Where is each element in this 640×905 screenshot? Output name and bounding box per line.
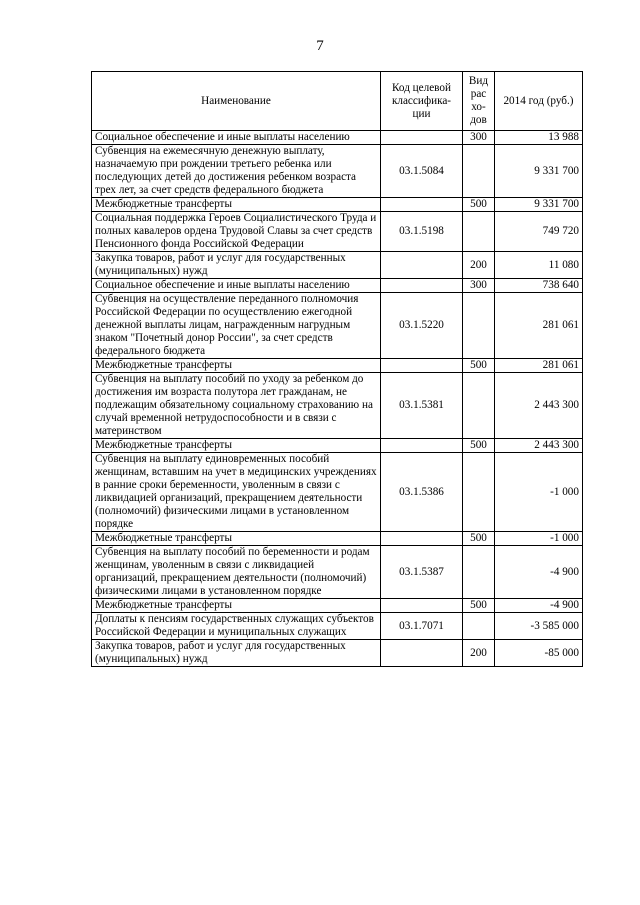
row-sum: 738 640 — [495, 279, 583, 293]
row-code: 03.1.5381 — [381, 373, 463, 439]
table-row — [92, 453, 583, 532]
row-vid — [463, 453, 495, 532]
row-name: Субвенция на осуществление переданного полномочия Российской Федерации по осуществлению ежегодной денежной выплаты лицам, награжденным нагрудным знаком "Почетный донор России", за счет средств федерального бюджета — [92, 293, 381, 359]
row-code — [381, 198, 463, 212]
table-row — [92, 599, 583, 613]
row-sum: -4 900 — [495, 599, 583, 613]
table-row — [92, 613, 583, 640]
row-sum: 9 331 700 — [495, 145, 583, 198]
row-code — [381, 252, 463, 279]
header-year: 2014 год (руб.) — [495, 72, 583, 131]
row-code: 03.1.5386 — [381, 453, 463, 532]
row-vid — [463, 373, 495, 439]
row-vid — [463, 613, 495, 640]
row-vid: 500 — [463, 439, 495, 453]
row-name: Межбюджетные трансферты — [92, 359, 381, 373]
row-vid: 200 — [463, 252, 495, 279]
row-vid — [463, 145, 495, 198]
row-vid: 500 — [463, 532, 495, 546]
table-row — [92, 279, 583, 293]
table-row — [92, 546, 583, 599]
row-vid: 300 — [463, 131, 495, 145]
row-sum: 13 988 — [495, 131, 583, 145]
row-vid: 500 — [463, 359, 495, 373]
page-number: 7 — [316, 38, 324, 54]
row-sum: -4 900 — [495, 546, 583, 599]
table-row — [92, 293, 583, 359]
row-sum: 11 080 — [495, 252, 583, 279]
row-name: Субвенция на выплату пособий по беременности и родам женщинам, уволенным в связи с ликвидацией организаций, прекращением деятельности (полномочий) физическими лицами в установленном порядке — [92, 546, 381, 599]
row-sum: -1 000 — [495, 453, 583, 532]
row-name: Межбюджетные трансферты — [92, 599, 381, 613]
row-vid: 500 — [463, 198, 495, 212]
row-name: Закупка товаров, работ и услуг для государственных (муниципальных) нужд — [92, 252, 381, 279]
row-vid: 500 — [463, 599, 495, 613]
table-row — [92, 439, 583, 453]
row-name: Межбюджетные трансферты — [92, 198, 381, 212]
row-code — [381, 131, 463, 145]
table-body — [92, 131, 583, 667]
row-sum: -1 000 — [495, 532, 583, 546]
row-sum: -85 000 — [495, 640, 583, 667]
row-vid: 300 — [463, 279, 495, 293]
row-sum: 281 061 — [495, 359, 583, 373]
row-code: 03.1.5084 — [381, 145, 463, 198]
row-sum: 2 443 300 — [495, 373, 583, 439]
table-row — [92, 198, 583, 212]
table-row — [92, 131, 583, 145]
row-name: Субвенция на выплату единовременных пособий женщинам, вставшим на учет в медицинских учреждениях в ранние сроки беременности, уволенным в связи с ликвидацией организаций, прекращением деятельности (полномочий) физическими лицами в установленном порядке — [92, 453, 381, 532]
row-name: Социальное обеспечение и иные выплаты населению — [92, 131, 381, 145]
row-name: Межбюджетные трансферты — [92, 439, 381, 453]
row-vid: 200 — [463, 640, 495, 667]
row-code — [381, 279, 463, 293]
table-row — [92, 640, 583, 667]
row-sum: 9 331 700 — [495, 198, 583, 212]
row-name: Субвенция на выплату пособий по уходу за ребенком до достижения им возраста полутора лет гражданам, не подлежащим обязательному социальному страхованию на случай временной нетрудоспособности и в связи с материнством — [92, 373, 381, 439]
row-name: Социальное обеспечение и иные выплаты населению — [92, 279, 381, 293]
row-name: Субвенция на ежемесячную денежную выплату, назначаемую при рождении третьего ребенка или последующих детей до достижения ребенком возраста трех лет, за счет средств федерального бюджета — [92, 145, 381, 198]
header-code: Код целевой классифика-ции — [381, 72, 463, 131]
table-row — [92, 212, 583, 252]
row-code — [381, 359, 463, 373]
header-vid: Вид рас хо-дов — [463, 72, 495, 131]
row-code — [381, 640, 463, 667]
row-name: Доплаты к пенсиям государственных служащих субъектов Российской Федерации и муниципальных служащих — [92, 613, 381, 640]
header-name: Наименование — [92, 72, 381, 131]
row-code — [381, 532, 463, 546]
table-row — [92, 532, 583, 546]
table-row — [92, 252, 583, 279]
row-code: 03.1.5387 — [381, 546, 463, 599]
row-code: 03.1.5198 — [381, 212, 463, 252]
row-code — [381, 599, 463, 613]
row-sum: -3 585 000 — [495, 613, 583, 640]
table-row — [92, 359, 583, 373]
row-code — [381, 439, 463, 453]
table-header-row — [92, 72, 583, 131]
row-name: Закупка товаров, работ и услуг для государственных (муниципальных) нужд — [92, 640, 381, 667]
table-row — [92, 145, 583, 198]
row-code: 03.1.7071 — [381, 613, 463, 640]
row-sum: 749 720 — [495, 212, 583, 252]
row-name: Социальная поддержка Героев Социалистического Труда и полных кавалеров ордена Трудовой Славы за счет средств Пенсионного фонда Российской Федерации — [92, 212, 381, 252]
row-vid — [463, 293, 495, 359]
row-name: Межбюджетные трансферты — [92, 532, 381, 546]
table-row — [92, 373, 583, 439]
row-sum: 281 061 — [495, 293, 583, 359]
row-vid — [463, 546, 495, 599]
row-sum: 2 443 300 — [495, 439, 583, 453]
row-code: 03.1.5220 — [381, 293, 463, 359]
budget-table — [91, 71, 583, 667]
row-vid — [463, 212, 495, 252]
